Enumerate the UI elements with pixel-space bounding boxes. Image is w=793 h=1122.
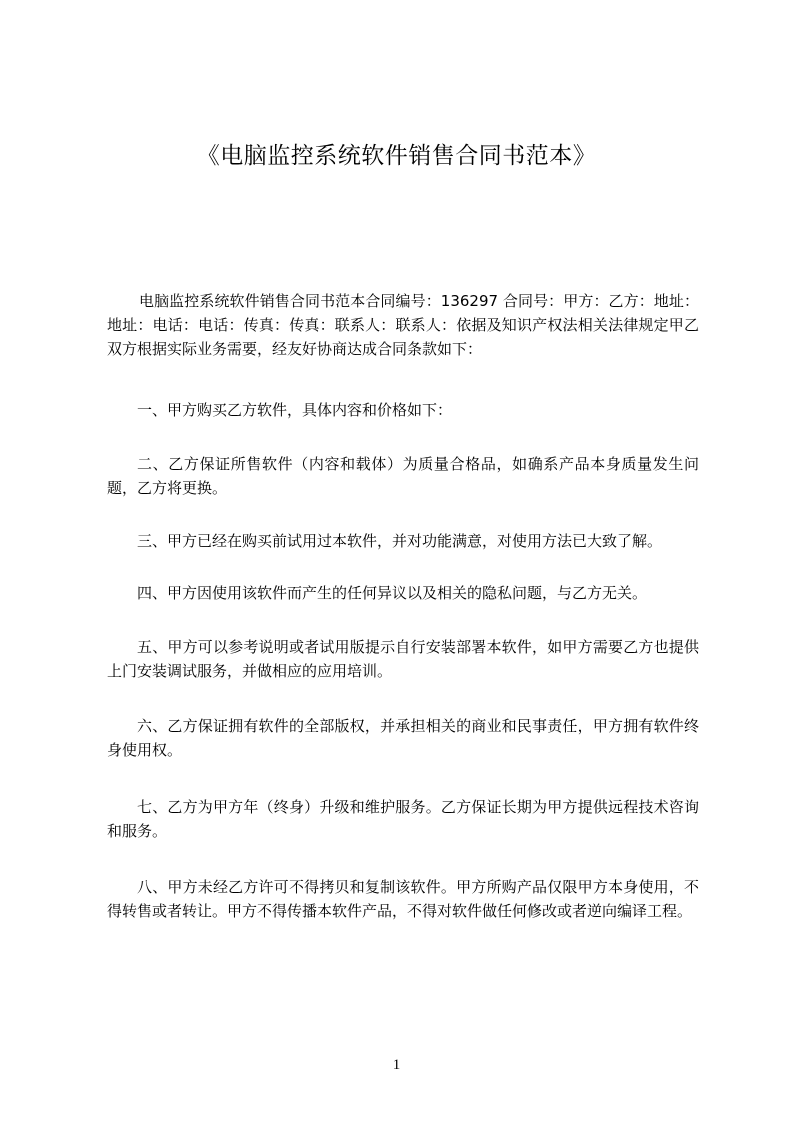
page-number: 1 [392, 1057, 401, 1073]
document-title: 《电脑监控系统软件销售合同书范本》 [196, 143, 597, 169]
clause-4: 四、甲方因使用该软件而产生的任何异议以及相关的隐私问题，与乙方无关。 [137, 584, 648, 602]
clause-6: 六、乙方保证拥有软件的全部版权，并承担相关的商业和民事责任，甲方拥有软件终身使用权。 [107, 717, 699, 759]
clause-1: 一、甲方购买乙方软件，具体内容和价格如下： [137, 401, 453, 419]
clause-7: 七、乙方为甲方年（终身）升级和维护服务。乙方保证长期为甲方提供远程技术咨询和服务。 [107, 798, 699, 840]
clause-2: 二、乙方保证所售软件（内容和载体）为质量合格品，如确系产品本身质量发生问题，乙方将更换。 [107, 455, 699, 497]
contract-intro-paragraph: 电脑监控系统软件销售合同书范本合同编号：136297 合同号：甲方：乙方：地址：地址：电话：电话：传真：传真：联系人：联系人：依据及知识产权法相关法律规定甲乙双方根据实际业务需要，经友好协商达成合同条款如下： [107, 292, 699, 358]
clause-5: 五、甲方可以参考说明或者试用版提示自行安装部署本软件，如甲方需要乙方也提供上门安装调试服务，并做相应的应用培训。 [107, 638, 699, 680]
clause-8: 八、甲方未经乙方许可不得拷贝和复制该软件。甲方所购产品仅限甲方本身使用，不得转售或者转让。甲方不得传播本软件产品，不得对软件做任何修改或者逆向编译工程。 [107, 878, 699, 920]
clause-3: 三、甲方已经在购买前试用过本软件，并对功能满意，对使用方法已大致了解。 [137, 532, 663, 550]
